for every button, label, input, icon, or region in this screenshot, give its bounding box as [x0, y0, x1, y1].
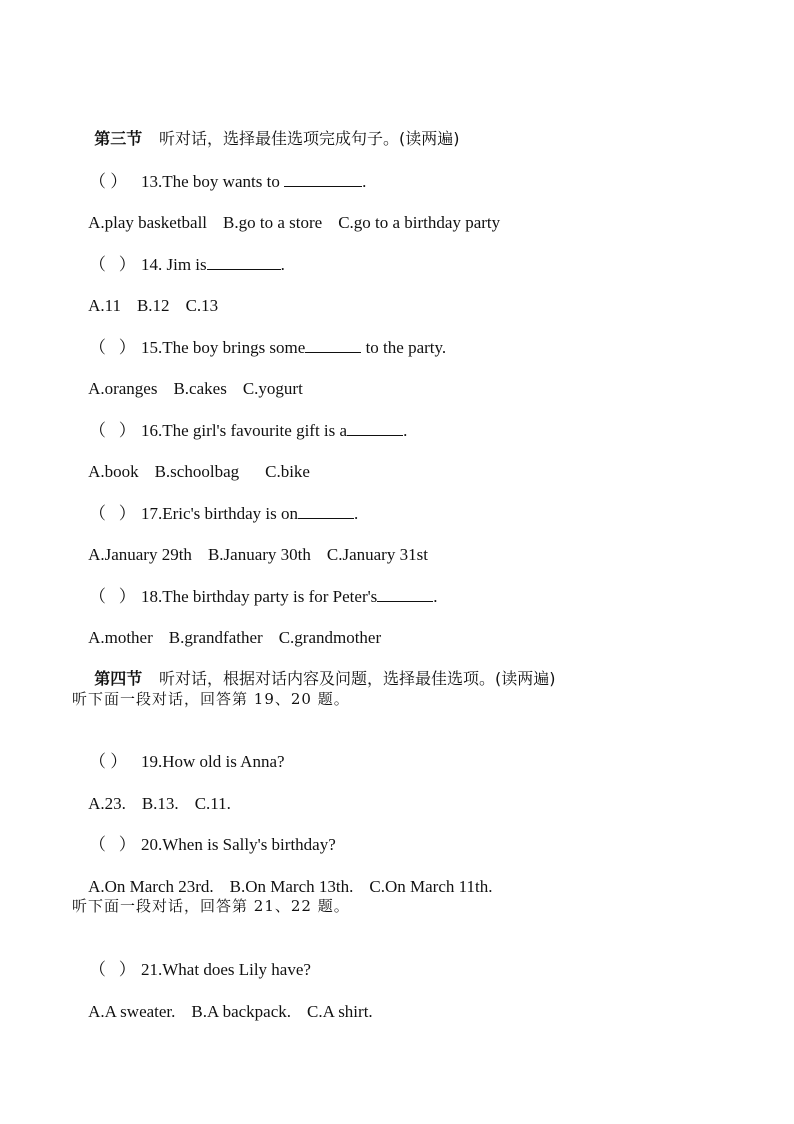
answer-paren[interactable]: （ ） [89, 172, 128, 191]
section-4-label: 第四节 [94, 669, 143, 688]
option-a: A.A sweater. [88, 1002, 176, 1021]
option-c: C.January 31st [326, 545, 428, 564]
answer-paren[interactable]: （ ） [89, 255, 136, 274]
option-b: B.cakes [173, 379, 227, 398]
option-c: C.grandmother [278, 628, 382, 647]
option-b: B.schoolbag [154, 462, 240, 481]
question-text: 14. Jim is [141, 255, 207, 274]
option-c: C.bike [265, 462, 310, 481]
question-text: 16.The girl's favourite gift is a [141, 421, 348, 440]
question-text: 21.What does Lily have? [141, 960, 311, 979]
option-b: B.A backpack. [191, 1002, 292, 1021]
option-c: C.go to a birthday party [338, 213, 501, 232]
answer-paren[interactable]: （ ） [89, 421, 136, 440]
question-end: . [362, 172, 367, 191]
option-a: A.oranges [88, 379, 158, 398]
question-text: 19.How old is Anna? [141, 752, 285, 771]
answer-paren[interactable]: （ ） [89, 587, 136, 606]
option-b: B.go to a store [223, 213, 323, 232]
question-text: 15.The boy brings some [141, 338, 306, 357]
option-c: C.11. [194, 794, 231, 813]
answer-blank [207, 253, 281, 270]
option-c: C.13 [185, 296, 219, 315]
option-a: A.book [88, 462, 139, 481]
answer-paren[interactable]: （ ） [89, 835, 136, 854]
options-21 [72, 979, 389, 1045]
option-b: B.13. [141, 794, 179, 813]
option-a: A.play basketball [88, 213, 208, 232]
answer-blank [284, 170, 362, 187]
question-end: to the party. [361, 338, 447, 357]
answer-paren[interactable]: （ ） [89, 960, 136, 979]
option-c: C.yogurt [242, 379, 303, 398]
option-a: A.23. [88, 794, 126, 813]
question-text: 13.The boy wants to [141, 172, 285, 191]
option-a: A.On March 23rd. [88, 877, 214, 896]
option-a: A.mother [88, 628, 153, 647]
option-c: C.A shirt. [307, 1002, 373, 1021]
section-3-title: 听对话，选择最佳选项完成句子。(读两遍) [159, 129, 460, 148]
instruction-19-20: 听下面一段对话，回答第 19、20 题。 [72, 690, 350, 708]
option-b: B.12 [136, 296, 170, 315]
question-end: . [403, 421, 408, 440]
option-c: C.On March 11th. [369, 877, 493, 896]
answer-blank [377, 585, 433, 602]
option-b: B.January 30th [207, 545, 311, 564]
option-b: B.On March 13th. [229, 877, 354, 896]
question-end: . [433, 587, 438, 606]
option-b: B.grandfather [168, 628, 263, 647]
answer-blank [347, 419, 403, 436]
option-a: A.11 [88, 296, 121, 315]
question-end: . [353, 504, 359, 523]
answer-paren[interactable]: （ ） [89, 504, 136, 523]
question-text: 20.When is Sally's birthday? [141, 835, 336, 854]
question-text: 17.Eric's birthday is on [141, 504, 298, 523]
answer-blank [298, 502, 354, 519]
answer-paren[interactable]: （ ） [89, 338, 136, 357]
section-3-label: 第三节 [94, 129, 143, 148]
question-text: 18.The birthday party is for Peter's [141, 587, 378, 606]
section-4-title: 听对话，根据对话内容及问题，选择最佳选项。(读两遍) [159, 669, 556, 688]
answer-paren[interactable]: （ ） [89, 752, 128, 771]
instruction-21-22: 听下面一段对话，回答第 21、22 题。 [72, 897, 350, 915]
option-a: A.January 29th [88, 545, 192, 564]
question-end: . [280, 255, 285, 274]
answer-blank [305, 336, 361, 353]
